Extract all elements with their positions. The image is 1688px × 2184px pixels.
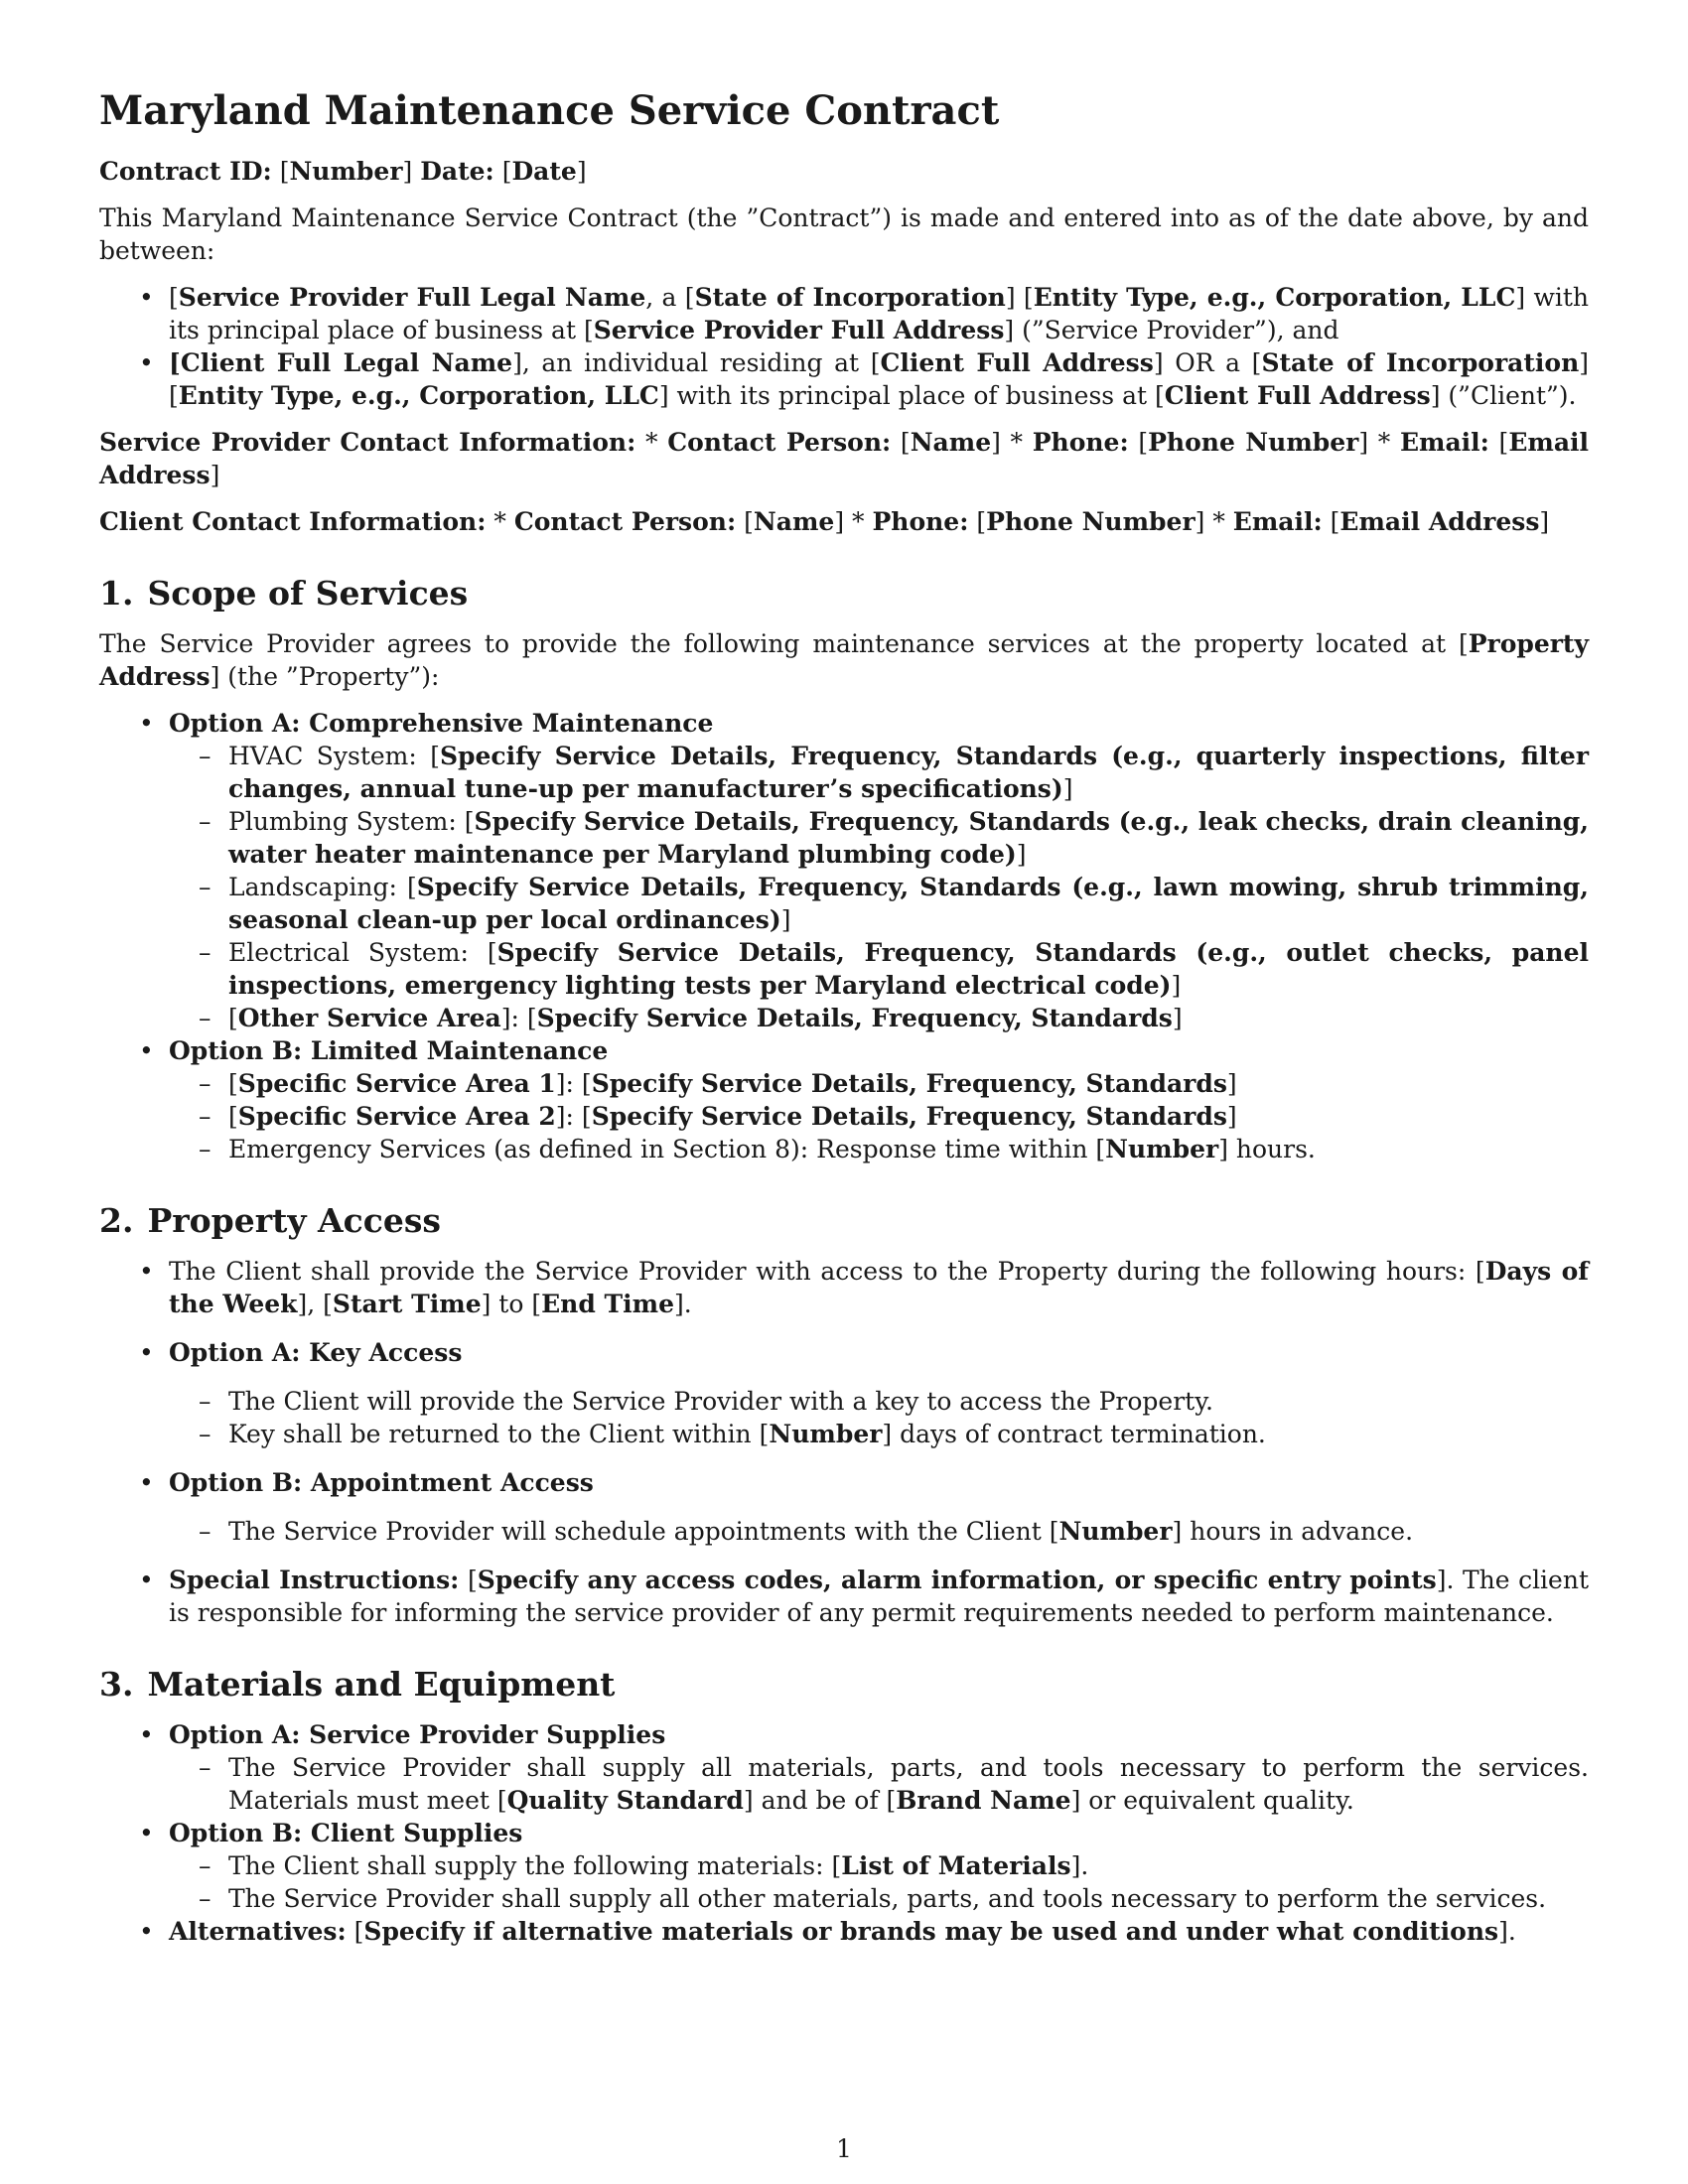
list-item: – HVAC System: [Specify Service Details, Frequency, Standards (e.g., quarterly inspections, filter changes, annual tune-up per manufacturer’s specifications)] [169, 740, 1589, 805]
list-item: – [Specific Service Area 1]: [Specify Service Details, Frequency, Standards] [169, 1067, 1589, 1100]
contract-id-value: Number [289, 157, 403, 186]
party-service-provider: • [Service Provider Full Legal Name, a [State of Incorporation] [Entity Type, e.g., Corporation, LLC] with its principal place of business at [Service Provider Full Address] (”Service Provider”), and [99, 281, 1589, 346]
provider-contact-info: Service Provider Contact Information: * Contact Person: [Name] * Phone: [Phone Number] * Email: [Email Address] [99, 428, 1590, 489]
list-item: – The Client shall supply the following materials: [List of Materials]. [169, 1849, 1589, 1882]
s1-option-a: • Option A: Comprehensive Maintenance – HVAC System: [Specify Service Details, Frequency, Standards (e.g., quarterly inspections, filter changes, annual tune-up per manufacturer’s specifications)] – Plumbing System: [Specify Service Details, Frequency, Standards (e.g., leak checks, drain cleaning, water heater maintenance per Maryland plumbing code)] – Landscaping: [Specify Service Details, Frequency, Standards (e.g., lawn mowing, shrub trimming, seasonal clean-up per local ordinances)] – Electrical System: [Specify Service Details, Frequency, Standards (e.g., outlet checks, panel inspections, emergency lighting tests per Maryland electrical code)] – [Other Service Area]: [Specify Service Details, Frequency, Standards] [99, 707, 1589, 1034]
list-item: – Emergency Services (as defined in Section 8): Response time within [Number] hours. [169, 1133, 1589, 1165]
list-item: – The Service Provider shall supply all materials, parts, and tools necessary to perform the services. Materials must meet [Quality Standard] and be of [Brand Name] or equivalent quality. [169, 1751, 1589, 1817]
section-3-list [99, 1718, 1589, 1948]
s2-option-a: • Option A: Key Access – The Client will provide the Service Provider with a key to access the Property. – Key shall be returned to the Client within [Number] days of contract termination. [99, 1336, 1589, 1450]
party-client: • [Client Full Legal Name], an individual residing at [Client Full Address] OR a [State of Incorporation] [Entity Type, e.g., Corporation, LLC] with its principal place of business at [Client Full Address] (”Client”). [99, 346, 1589, 412]
parties-list [99, 281, 1589, 412]
s3-option-a: • Option A: Service Provider Supplies – The Service Provider shall supply all materials, parts, and tools necessary to perform the services. Materials must meet [Quality Standard] and be of [Brand Name] or equivalent quality. [99, 1718, 1589, 1817]
client-contact-info: Client Contact Information: * Contact Person: [Name] * Phone: [Phone Number] * Email: [Email Address] [99, 507, 1550, 536]
list-item: – Plumbing System: [Specify Service Details, Frequency, Standards (e.g., leak checks, drain cleaning, water heater maintenance per Maryland plumbing code)] [169, 805, 1589, 871]
contract-meta: Contract ID: [Number] Date: [Date] [99, 157, 587, 186]
contract-date-value: Date [511, 157, 577, 186]
section-1-intro: The Service Provider agrees to provide the following maintenance services at the property located at [Property Address] (the ”Property”): [99, 629, 1589, 691]
list-item: – Landscaping: [Specify Service Details, Frequency, Standards (e.g., lawn mowing, shrub trimming, seasonal clean-up per local ordinances)] [169, 871, 1589, 936]
list-item: – The Client will provide the Service Provider with a key to access the Property. [169, 1385, 1589, 1418]
alternatives: • Alternatives: [Specify if alternative materials or brands may be used and under what conditions]. [99, 1915, 1589, 1948]
s1-option-b: • Option B: Limited Maintenance – [Specific Service Area 1]: [Specify Service Details, Frequency, Standards] – [Specific Service Area 2]: [Specify Service Details, Frequency, Standards] – Emergency Services (as defined in Section 8): Response time within [Number] hours. [99, 1034, 1589, 1165]
section-2-list [99, 1255, 1589, 1629]
section-1-heading: 1. Scope of Services [99, 574, 469, 613]
intro-paragraph: This Maryland Maintenance Service Contract (the ”Contract”) is made and entered into as of the date above, by and between: [99, 204, 1589, 265]
list-item: – Key shall be returned to the Client within [Number] days of contract termination. [169, 1418, 1589, 1450]
section-3-heading: 3. Materials and Equipment [99, 1665, 616, 1704]
section-2-heading: 2. Property Access [99, 1201, 441, 1240]
list-item: – Electrical System: [Specify Service Details, Frequency, Standards (e.g., outlet checks, panel inspections, emergency lighting tests per Maryland electrical code)] [169, 936, 1589, 1002]
list-item: – [Specific Service Area 2]: [Specify Service Details, Frequency, Standards] [169, 1100, 1589, 1133]
list-item: – The Service Provider will schedule appointments with the Client [Number] hours in advance. [169, 1515, 1589, 1548]
s3-option-b: • Option B: Client Supplies – The Client shall supply the following materials: [List of Materials]. – The Service Provider shall supply all other materials, parts, and tools necessary to perform the services. [99, 1817, 1589, 1915]
list-item: – The Service Provider shall supply all other materials, parts, and tools necessary to perform the services. [169, 1882, 1589, 1915]
document-title: Maryland Maintenance Service Contract [99, 87, 1000, 134]
access-hours: • The Client shall provide the Service Provider with access to the Property during the following hours: [Days of the Week], [Start Time] to [End Time]. [99, 1255, 1589, 1320]
list-item: – [Other Service Area]: [Specify Service Details, Frequency, Standards] [169, 1002, 1589, 1034]
special-instructions: • Special Instructions: [Specify any access codes, alarm information, or specific entry points]. The client is responsible for informing the service provider of any permit requirements needed to perform maintenance. [99, 1564, 1589, 1629]
section-1-options [99, 707, 1589, 1165]
s2-option-b: • Option B: Appointment Access – The Service Provider will schedule appointments with the Client [Number] hours in advance. [99, 1466, 1589, 1548]
page-number: 1 [836, 2134, 852, 2163]
document-page [99, 87, 1589, 1962]
